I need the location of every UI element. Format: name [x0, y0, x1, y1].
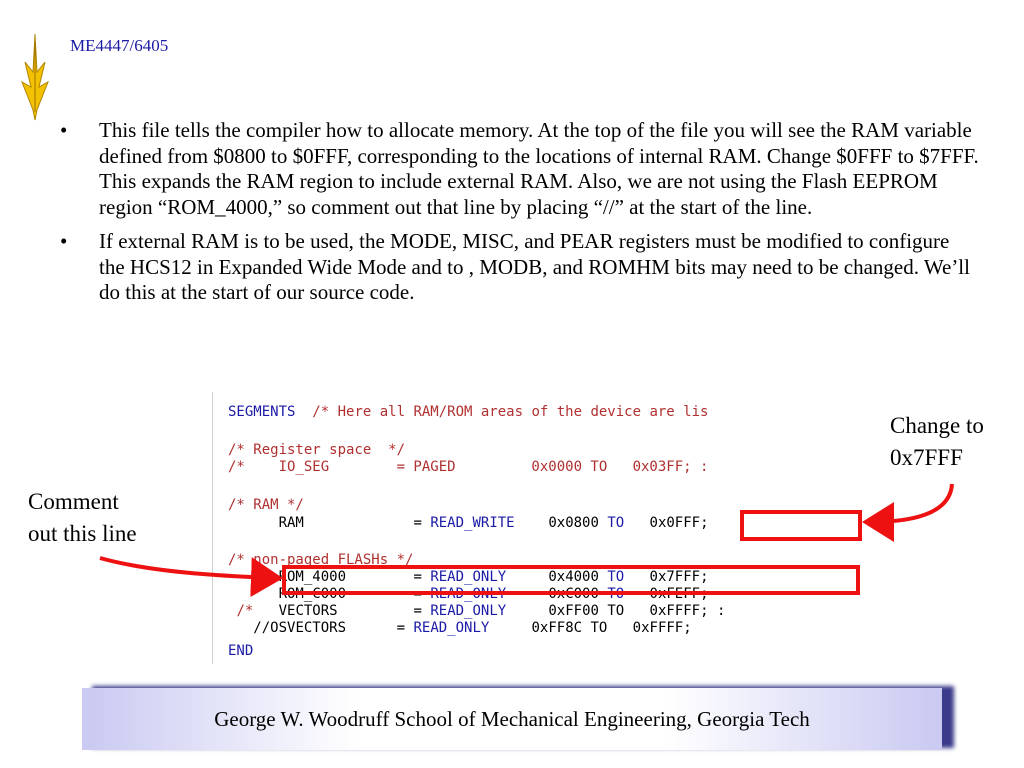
segment-name: ROM_C000: [278, 586, 347, 602]
segment-start: 0x4000: [548, 569, 599, 585]
code-comment: /* IO_SEG = PAGED 0x0000 TO 0x03FF; :: [228, 459, 709, 475]
segment-end: 0xFFFF; :: [649, 603, 726, 619]
annotation-comment-line1: Comment: [28, 489, 119, 514]
segment-name: //OSVECTORS: [253, 620, 347, 636]
bullet-text: If external RAM is to be used, the MODE, MISC, and PEAR registers must be modified to configure the HCS12 in Expanded Wide Mode and to , MODB, and ROMHM bits may need to be changed. We’ll do this at the start of our source code.: [99, 229, 970, 304]
segment-end: 0xFEFF;: [649, 586, 709, 602]
segment-name: VECTORS: [278, 603, 338, 619]
segment-end: 0x0FFF;: [649, 515, 709, 531]
code-to: TO: [590, 620, 608, 636]
segment-start: 0xFF8C: [531, 620, 583, 636]
code-comment: /* Here all RAM/ROM areas of the device are lis: [312, 404, 709, 420]
code-keyword: END: [228, 643, 254, 659]
code-to: TO: [607, 603, 625, 619]
segment-type: READ_ONLY: [430, 603, 507, 619]
code-eq: =: [413, 569, 422, 585]
segment-end: 0xFFFF;: [632, 620, 692, 636]
code-comment: /* Register space */: [228, 442, 406, 458]
annotation-change-label: Change to: [890, 413, 984, 438]
bullet-symbol: •: [60, 229, 68, 253]
code-keyword: SEGMENTS: [228, 404, 296, 420]
segment-start: 0xFF00: [548, 603, 599, 619]
segment-type: READ_ONLY: [430, 569, 507, 585]
segment-name: RAM: [278, 515, 304, 531]
course-code: ME4447/6405: [70, 36, 169, 55]
bullet-text: This file tells the compiler how to allocate memory. At the top of the file you will see the RAM variable defined from $0800 to $0FFF, corresponding to the locations of internal RAM. Change $0FFF to $7FFF. This expands the RAM region to include external RAM. Also, we are not using the Flash EEPROM region “ROM_4000,” so comment out that line by placing “//” at the start of the line.: [99, 118, 979, 219]
code-eq: =: [396, 620, 406, 636]
code-to: TO: [607, 569, 625, 585]
annotation-change-value: 0x7FFF: [890, 445, 963, 470]
code-eq: =: [413, 603, 422, 619]
code-comment: /* non-paged FLASHs */: [228, 552, 414, 568]
segment-type: READ_ONLY: [413, 620, 490, 636]
code-eq: =: [413, 515, 422, 531]
code-comment: /* RAM */: [228, 497, 304, 513]
segment-name: ROM_4000: [278, 569, 347, 585]
bullet-symbol: •: [60, 118, 68, 142]
segment-end: 0x7FFF;: [649, 569, 709, 585]
footer-banner: [82, 688, 942, 750]
segment-start: 0x0800: [548, 515, 599, 531]
arrow-to-ram-end: [870, 484, 952, 522]
segment-start: 0xC000: [548, 586, 599, 602]
segment-type: READ_WRITE: [430, 515, 515, 531]
code-to: TO: [607, 515, 625, 531]
annotation-comment-line2: out this line: [28, 521, 137, 546]
code-eq: =: [413, 586, 422, 602]
arrow-to-rom4000: [100, 558, 275, 578]
footer-text: George W. Woodruff School of Mechanical Engineering, Georgia Tech: [214, 706, 810, 731]
code-comment: /*: [236, 603, 254, 619]
segment-type: READ_ONLY: [430, 586, 507, 602]
code-to: TO: [607, 586, 625, 602]
